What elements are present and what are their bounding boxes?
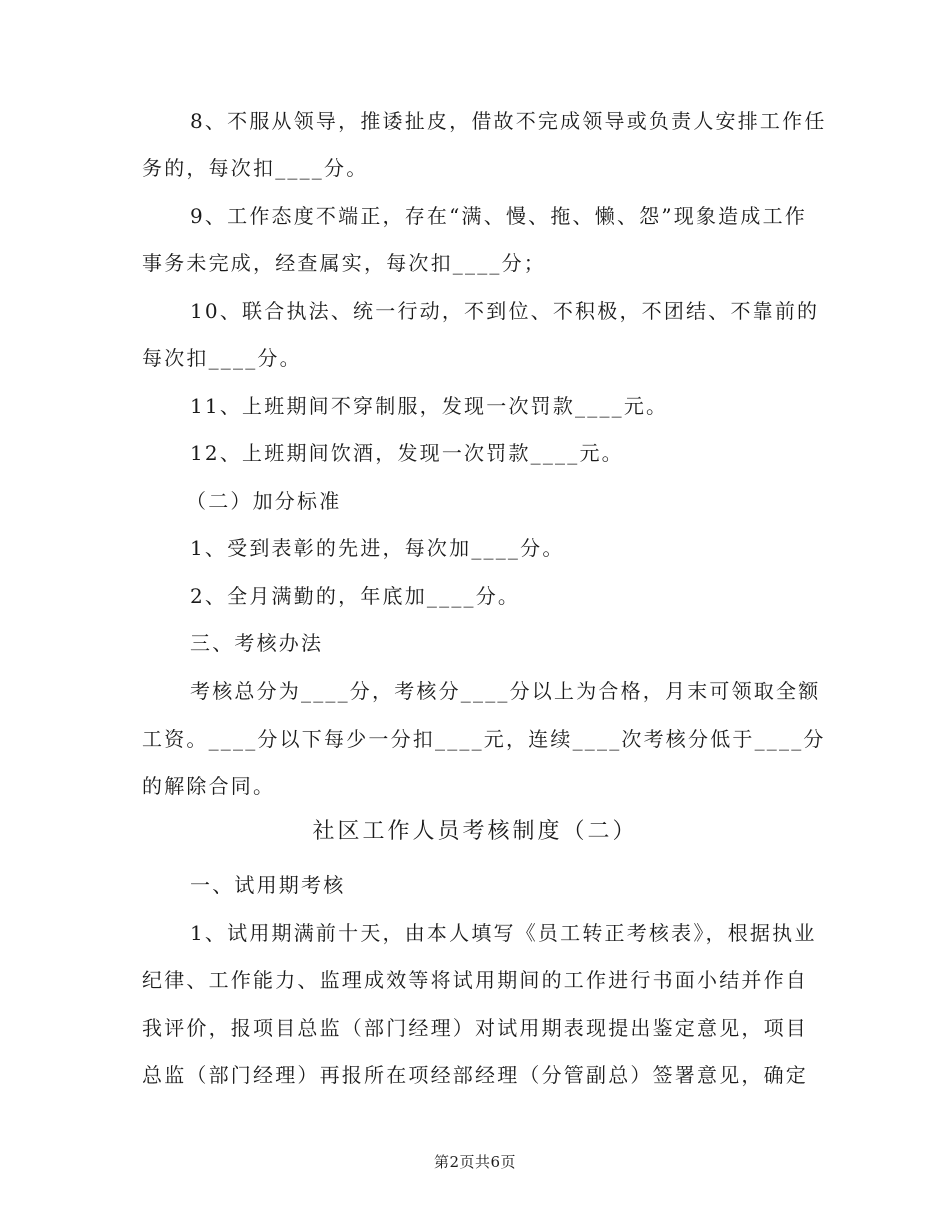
paragraph-line: 8、不服从领导，推诿扯皮，借故不完成领导或负责人安排工作任 [190, 109, 827, 133]
subheading: 一、试用期考核 [190, 873, 346, 897]
paragraph-line: 9、工作态度不端正，存在“满、慢、拖、懒、怨”现象造成工作 [190, 204, 807, 228]
paragraph-line: 务的，每次扣____分。 [142, 156, 369, 180]
paragraph-line: 11、上班期间不穿制服，发现一次罚款____元。 [190, 394, 669, 418]
paragraph-line: 纪律、工作能力、监理成效等将试用期间的工作进行书面小结并作自 [142, 968, 808, 992]
page-footer: 第2页共6页 [433, 1153, 517, 1171]
paragraph-line: 考核总分为____分，考核分____分以上为合格，月末可领取全额 [190, 679, 821, 703]
subheading: 三、考核办法 [190, 631, 324, 655]
paragraph-line: 工资。____分以下每少一分扣____元，连续____次考核分低于____分 [142, 727, 826, 751]
section-title: 社区工作人员考核制度（二） [312, 819, 638, 844]
paragraph-line: 1、受到表彰的先进，每次加____分。 [190, 536, 565, 560]
paragraph-line: 1、试用期满前十天，由本人填写《员工转正考核表》，根据执业 [190, 921, 817, 945]
paragraph-line: 的解除合同。 [142, 774, 276, 798]
paragraph-line: 2、全月满勤的，年底加____分。 [190, 584, 521, 608]
paragraph-line: 12、上班期间饮酒，发现一次罚款____元。 [190, 441, 624, 465]
subheading: （二）加分标准 [186, 489, 342, 513]
paragraph-line: 10、联合执法、统一行动，不到位、不积极，不团结、不靠前的 [190, 299, 820, 323]
paragraph-line: 事务未完成，经查属实，每次扣____分； [142, 251, 546, 275]
paragraph-line: 每次扣____分。 [142, 346, 302, 370]
paragraph-line: 我评价，报项目总监（部门经理）对试用期表现提出鉴定意见，项目 [142, 1016, 808, 1040]
paragraph-line: 总监（部门经理）再报所在项经部经理（分管副总）签署意见，确定 [142, 1063, 808, 1087]
